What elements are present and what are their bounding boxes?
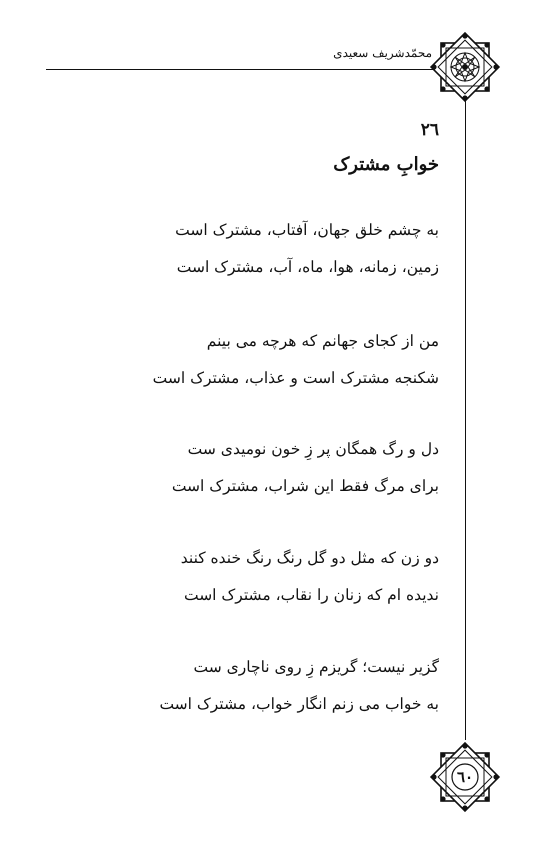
verse-line: گزیر نیست؛ گریزم زِ روی ناچاری ست: [193, 658, 439, 676]
running-header-author: محمّدشریف سعیدی: [333, 46, 432, 60]
couplet: [109, 212, 439, 286]
verse-line: به خواب می زنم انگار خواب، مشترک است: [159, 695, 439, 713]
couplet: [109, 540, 439, 614]
poem-title: خوابِ مشترک: [333, 154, 439, 175]
verse-line: دو زن که مثل دو گل رنگ رنگ خنده کنند: [180, 549, 439, 567]
header-rule: [46, 69, 436, 70]
verse-line: شکنجه مشترک است و عذاب، مشترک است: [152, 369, 439, 387]
side-rule: [465, 100, 466, 740]
verse-line: زمین، زمانه، هوا، ماه، آب، مشترک است: [176, 258, 439, 276]
verse-line: من از کجای جهانم که هرچه می بینم: [206, 332, 439, 350]
poem-number: ٢٦: [420, 120, 439, 140]
islamic-star-ornament-icon: [428, 30, 502, 104]
page-number: ٦٠: [456, 768, 474, 786]
couplet: [109, 649, 439, 723]
verse-line: برای مرگ فقط این شراب، مشترک است: [171, 477, 439, 495]
verse-line: ندیده ام که زنان را نقاب، مشترک است: [183, 586, 439, 604]
verse-line: دل و رگ همگان پر زِ خون نومیدی ست: [187, 440, 439, 458]
verse-line: به چشم خلق جهان، آفتاب، مشترک است: [175, 221, 439, 239]
couplet: [109, 431, 439, 505]
couplet: [109, 323, 439, 397]
